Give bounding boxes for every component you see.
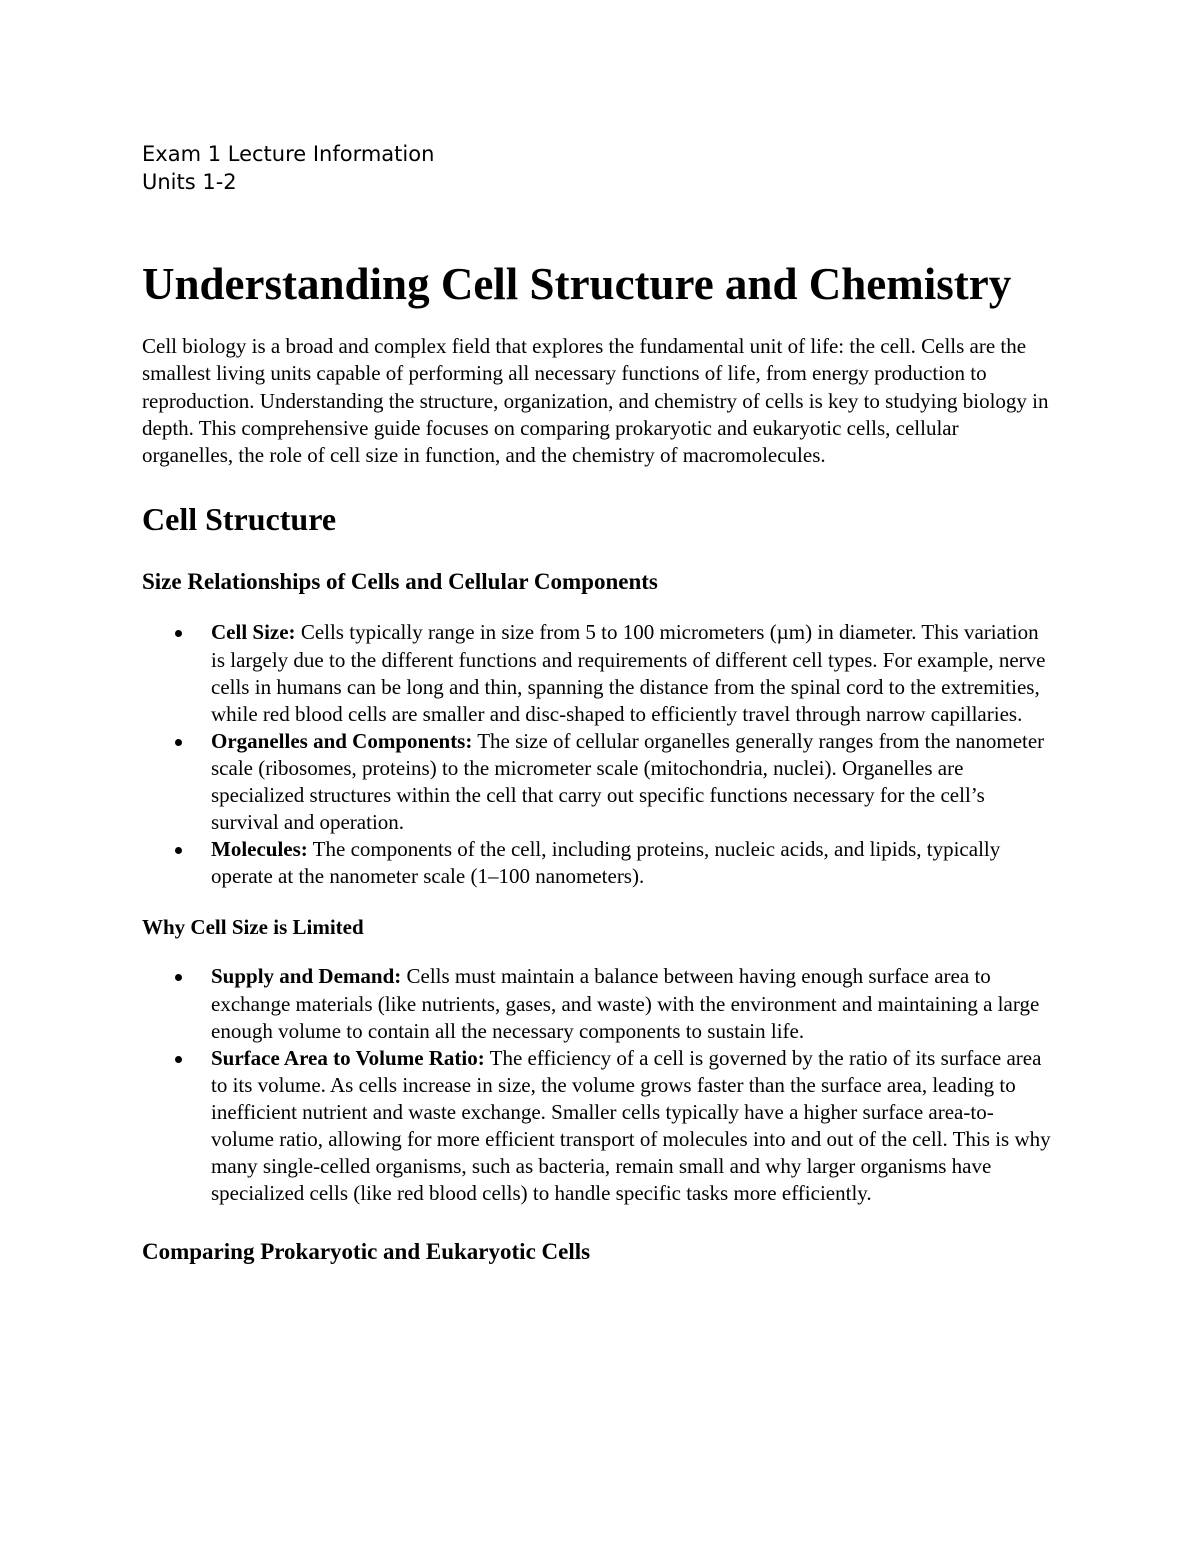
bullet-text: Cells must maintain a balance between having enough surface area to exchange materials (like nutrients, gases, and waste) with the environment and maintaining a large enough volume to contain all the necessary components to sustain life. (211, 964, 1040, 1043)
why-size-limited-heading: Why Cell Size is Limited (142, 915, 364, 940)
list-item (142, 836, 1052, 890)
list-item (142, 728, 1052, 836)
bullet-text: The components of the cell, including proteins, nucleic acids, and lipids, typically operate at the nanometer scale (1–100 nanometers). (211, 837, 1001, 889)
bullet-text: Cells typically range in size from 5 to 100 micrometers (µm) in diameter. This variation is largely due to the different functions and requirements of different cell types. For example, nerve cells in humans can be long and thin, spanning the distance from the spinal cord to the extremities, while red blood cells are smaller and disc-shaped to efficiently travel through narrow capillaries. (211, 620, 1046, 726)
bullet-term: Organelles and Components: (211, 728, 473, 753)
document-title: Understanding Cell Structure and Chemistry (142, 259, 1012, 309)
intro-paragraph: Cell biology is a broad and complex field that explores the fundamental unit of life: the cell. Cells are the smallest living units capable of performing all necessary functions of life, from energy production to reproduction. Understanding the structure, organization, and chemistry of cells is key to studying biology in depth. This comprehensive guide focuses on comparing prokaryotic and eukaryotic cells, cellular organelles, the role of cell size in function, and the chemistry of macromolecules. (142, 334, 1049, 468)
size-relationships-list (142, 619, 1052, 890)
bullet-icon (175, 739, 182, 746)
bullet-text: The size of cellular organelles generally ranges from the nanometer scale (ribosomes, proteins) to the micrometer scale (mitochondria, nuclei). Organelles are specialized structures within the cell that carry out specific functions necessary for the cell’s survival and operation. (211, 728, 1045, 835)
list-item (142, 619, 1052, 727)
bullet-icon (175, 1056, 182, 1063)
bullet-term: Supply and Demand: (211, 964, 402, 989)
list-item (142, 1045, 1052, 1208)
bullet-term: Surface Area to Volume Ratio: (211, 1045, 485, 1070)
cell-structure-heading: Cell Structure (142, 501, 337, 538)
bullet-icon (175, 847, 182, 854)
comparing-cells-heading: Comparing Prokaryotic and Eukaryotic Cells (142, 1239, 591, 1265)
bullet-icon (175, 630, 182, 637)
units-label: Units 1-2 (142, 170, 237, 194)
list-item (142, 963, 1052, 1044)
exam-label: Exam 1 Lecture Information (142, 142, 435, 166)
bullet-icon (175, 974, 182, 981)
document-page (142, 140, 1052, 1267)
bullet-term: Molecules: (211, 837, 308, 862)
size-limit-list (142, 963, 1052, 1207)
size-relationships-heading: Size Relationships of Cells and Cellular Components (142, 569, 658, 595)
bullet-text: The efficiency of a cell is governed by the ratio of its surface area to its volume. As cells increase in size, the volume grows faster than the surface area, leading to inefficient nutrient and waste exchange. Smaller cells typically have a higher surface area-to-volume ratio, allowing for more efficient transport of molecules into and out of the cell. This is why many single-celled organisms, such as bacteria, remain small and why larger organisms have specialized cells (like red blood cells) to handle specific tasks more efficiently. (211, 1045, 1051, 1206)
bullet-term: Cell Size: (211, 620, 296, 645)
